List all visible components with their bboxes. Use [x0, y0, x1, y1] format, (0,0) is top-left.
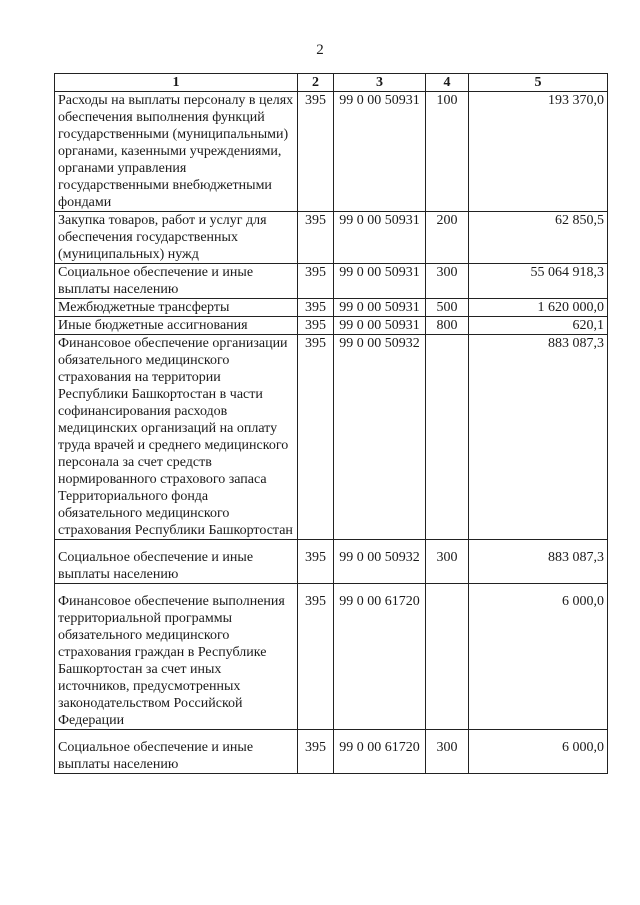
- budget-table: [54, 73, 608, 774]
- column-header-code: 3: [334, 74, 426, 92]
- row-kind: 500: [426, 299, 469, 317]
- row-kind: 800: [426, 317, 469, 335]
- row-amount: 883 087,3: [469, 335, 608, 540]
- row-name: Закупка товаров, работ и услуг для обеспечения государственных (муниципальных) нужд: [55, 212, 298, 264]
- table-row: [55, 264, 608, 299]
- row-kind: [426, 335, 469, 540]
- row-section: 395: [298, 92, 334, 212]
- row-code: 99 0 00 50931: [334, 92, 426, 212]
- row-amount: 62 850,5: [469, 212, 608, 264]
- row-code: 99 0 00 50931: [334, 212, 426, 264]
- row-code: 99 0 00 50932: [334, 540, 426, 584]
- row-section: 395: [298, 335, 334, 540]
- row-amount: 6 000,0: [469, 730, 608, 774]
- row-section: 395: [298, 730, 334, 774]
- row-name: Расходы на выплаты персоналу в целях обеспечения выполнения функций государственными (муниципальными) органами, казенными учреждениями, органами управления государственными внебюджетными фондами: [55, 92, 298, 212]
- row-name: Социальное обеспечение и иные выплаты населению: [55, 730, 298, 774]
- row-amount: 6 000,0: [469, 584, 608, 730]
- row-section: 395: [298, 264, 334, 299]
- row-code: 99 0 00 50931: [334, 264, 426, 299]
- table-header-row: [55, 74, 608, 92]
- row-code: 99 0 00 50931: [334, 317, 426, 335]
- table-row: [55, 317, 608, 335]
- row-section: 395: [298, 212, 334, 264]
- row-kind: 300: [426, 264, 469, 299]
- row-kind: 200: [426, 212, 469, 264]
- row-code: 99 0 00 50931: [334, 299, 426, 317]
- row-name: Иные бюджетные ассигнования: [55, 317, 298, 335]
- row-kind: [426, 584, 469, 730]
- row-kind: 100: [426, 92, 469, 212]
- table-row: [55, 299, 608, 317]
- row-name: Социальное обеспечение и иные выплаты населению: [55, 540, 298, 584]
- row-amount: 620,1: [469, 317, 608, 335]
- row-code: 99 0 00 61720: [334, 584, 426, 730]
- row-name: Финансовое обеспечение организации обязательного медицинского страхования на территории Республики Башкортостан в части софинансирования расходов медицинских организаций на оплату труда врачей и среднего медицинского персонала за счет средств нормированного страхового запаса Территориального фонда обязательного медицинского страхования Республики Башкортостан: [55, 335, 298, 540]
- row-amount: 55 064 918,3: [469, 264, 608, 299]
- table-row: [55, 584, 608, 730]
- table-row: [55, 730, 608, 774]
- row-section: 395: [298, 299, 334, 317]
- row-amount: 1 620 000,0: [469, 299, 608, 317]
- page-number: 2: [316, 42, 324, 58]
- row-section: 395: [298, 540, 334, 584]
- table-row: [55, 335, 608, 540]
- row-amount: 193 370,0: [469, 92, 608, 212]
- row-name: Социальное обеспечение и иные выплаты населению: [55, 264, 298, 299]
- column-header-name: 1: [55, 74, 298, 92]
- column-header-section: 2: [298, 74, 334, 92]
- row-kind: 300: [426, 730, 469, 774]
- row-section: 395: [298, 317, 334, 335]
- table-row: [55, 540, 608, 584]
- row-code: 99 0 00 50932: [334, 335, 426, 540]
- table-row: [55, 92, 608, 212]
- row-name: Финансовое обеспечение выполнения территориальной программы обязательного медицинского страхования граждан в Республике Башкортостан за счет иных источников, предусмотренных законодательством Российской Федерации: [55, 584, 298, 730]
- table-row: [55, 212, 608, 264]
- row-section: 395: [298, 584, 334, 730]
- row-name: Межбюджетные трансферты: [55, 299, 298, 317]
- column-header-kind: 4: [426, 74, 469, 92]
- row-kind: 300: [426, 540, 469, 584]
- column-header-amount: 5: [469, 74, 608, 92]
- row-amount: 883 087,3: [469, 540, 608, 584]
- row-code: 99 0 00 61720: [334, 730, 426, 774]
